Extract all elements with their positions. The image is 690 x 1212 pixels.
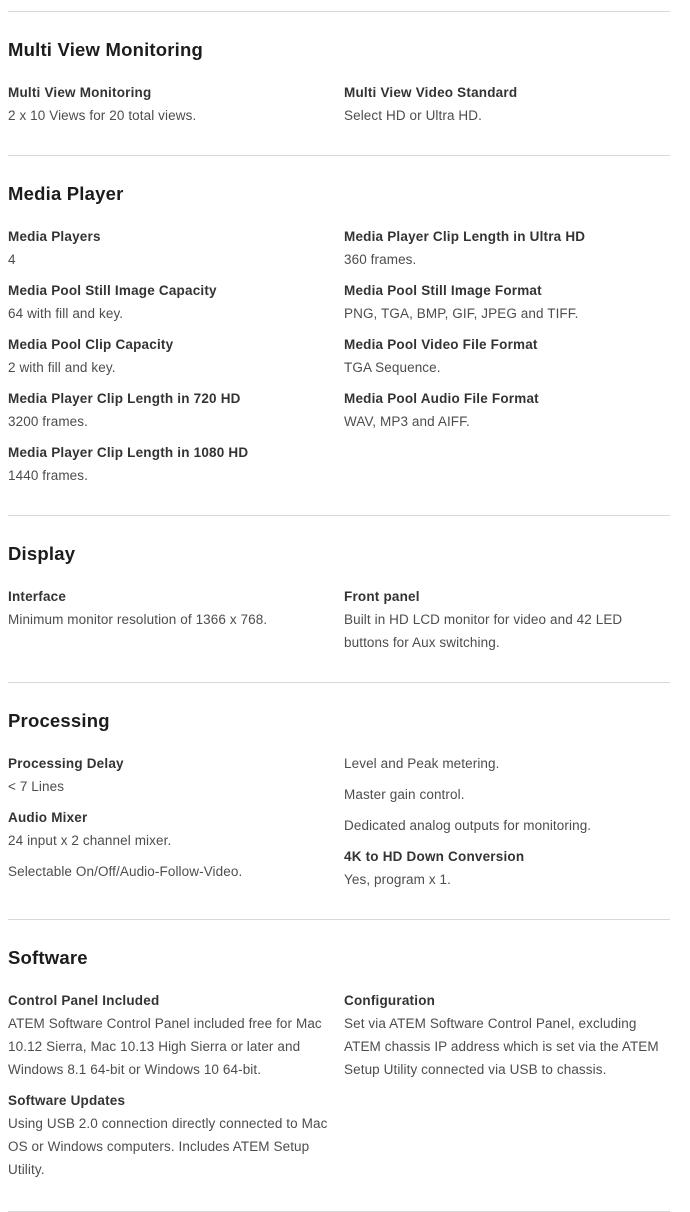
section-columns [8, 81, 670, 127]
spec-value: ATEM Software Control Panel included free for Mac 10.12 Sierra, Mac 10.13 High Sierra or later and Windows 8.1 64-bit or Windows 10 64-bit. [8, 1016, 322, 1077]
spec-item-multi-view-video-standard [344, 81, 670, 127]
spec-item-audio-mixer-selectable [8, 860, 344, 883]
section-columns [8, 752, 670, 891]
spec-label: Media Pool Clip Capacity [8, 337, 174, 352]
spec-item-processing-delay [8, 752, 344, 798]
spec-label: Media Pool Still Image Format [344, 283, 542, 298]
section-title-multi-view-monitoring: Multi View Monitoring [8, 39, 204, 60]
spec-value: 24 input x 2 channel mixer. [8, 833, 172, 848]
spec-label: Configuration [344, 993, 436, 1008]
left-column [8, 81, 344, 127]
section-display [8, 515, 670, 682]
spec-item-master-gain-control [344, 783, 670, 806]
spec-value: 360 frames. [344, 252, 417, 267]
spec-label: 4K to HD Down Conversion [344, 849, 525, 864]
spec-item-dedicated-analog-outputs [344, 814, 670, 837]
spec-label: Media Players [8, 229, 101, 244]
spec-item-media-players [8, 225, 344, 271]
section-columns [8, 225, 670, 487]
spec-item-audio-mixer [8, 806, 344, 852]
spec-value: 1440 frames. [8, 468, 88, 483]
spec-value: Level and Peak metering. [344, 756, 500, 771]
spec-value: Yes, program x 1. [344, 872, 452, 887]
spec-value: Using USB 2.0 connection directly connected to Mac OS or Windows computers. Includes ATEM Setup Utility. [8, 1116, 328, 1177]
spec-value: Select HD or Ultra HD. [344, 108, 482, 123]
spec-item-clip-length-1080hd [8, 441, 344, 487]
spec-value: 64 with fill and key. [8, 306, 124, 321]
left-column [8, 989, 344, 1181]
section-title-processing: Processing [8, 710, 110, 731]
spec-value: Built in HD LCD monitor for video and 42 LED buttons for Aux switching. [344, 612, 623, 650]
spec-value: 2 x 10 Views for 20 total views. [8, 108, 197, 123]
spec-label: Multi View Video Standard [344, 85, 518, 100]
right-column [344, 585, 670, 654]
spec-label: Media Pool Audio File Format [344, 391, 539, 406]
spec-label: Control Panel Included [8, 993, 160, 1008]
spec-label: Media Pool Video File Format [344, 337, 538, 352]
spec-label: Audio Mixer [8, 810, 88, 825]
section-columns [8, 989, 670, 1181]
section-title-media-player: Media Player [8, 183, 124, 204]
spec-value: PNG, TGA, BMP, GIF, JPEG and TIFF. [344, 306, 579, 321]
spec-value: Selectable On/Off/Audio-Follow-Video. [8, 864, 243, 879]
spec-label: Media Player Clip Length in 1080 HD [8, 445, 249, 460]
section-software [8, 919, 670, 1211]
left-column [8, 225, 344, 487]
spec-label: Interface [8, 589, 67, 604]
spec-item-front-panel [344, 585, 670, 654]
spec-value: Master gain control. [344, 787, 465, 802]
spec-item-clip-length-720hd [8, 387, 344, 433]
spec-item-video-file-format [344, 333, 670, 379]
section-title-software: Software [8, 947, 88, 968]
spec-item-software-updates [8, 1089, 344, 1181]
spec-value: 2 with fill and key. [8, 360, 116, 375]
section-processing [8, 682, 670, 919]
left-column [8, 585, 344, 654]
left-column [8, 752, 344, 891]
spec-item-still-image-format [344, 279, 670, 325]
spec-item-level-peak-metering [344, 752, 670, 775]
right-column [344, 81, 670, 127]
spec-label: Multi View Monitoring [8, 85, 152, 100]
section-multi-view-monitoring [8, 11, 670, 155]
spec-value: 4 [8, 252, 16, 267]
spec-value: < 7 Lines [8, 779, 65, 794]
spec-item-4k-to-hd-down-conversion [344, 845, 670, 891]
spec-value: 3200 frames. [8, 414, 88, 429]
spec-value: TGA Sequence. [344, 360, 441, 375]
spec-label: Software Updates [8, 1093, 126, 1108]
spec-item-media-pool-still-image-capacity [8, 279, 344, 325]
section-columns [8, 585, 670, 654]
spec-value: Dedicated analog outputs for monitoring. [344, 818, 592, 833]
spec-value: Set via ATEM Software Control Panel, excluding ATEM chassis IP address which is set via the ATEM Setup Utility connected via USB to chassis. [344, 1016, 659, 1077]
spec-label: Processing Delay [8, 756, 124, 771]
spec-item-audio-file-format [344, 387, 670, 433]
spec-label: Media Player Clip Length in Ultra HD [344, 229, 586, 244]
spec-item-media-pool-clip-capacity [8, 333, 344, 379]
right-column [344, 225, 670, 487]
right-column [344, 989, 670, 1181]
spec-item-configuration [344, 989, 670, 1081]
right-column [344, 752, 670, 891]
spec-label: Media Player Clip Length in 720 HD [8, 391, 241, 406]
section-title-display: Display [8, 543, 76, 564]
spec-item-interface [8, 585, 344, 631]
spec-item-control-panel-included [8, 989, 344, 1081]
spec-value: WAV, MP3 and AIFF. [344, 414, 470, 429]
spec-item-clip-length-ultra-hd [344, 225, 670, 271]
section-media-player [8, 155, 670, 515]
spec-value: Minimum monitor resolution of 1366 x 768. [8, 612, 268, 627]
spec-label: Media Pool Still Image Capacity [8, 283, 217, 298]
spec-label: Front panel [344, 589, 420, 604]
spec-item-multi-view-monitoring [8, 81, 344, 127]
